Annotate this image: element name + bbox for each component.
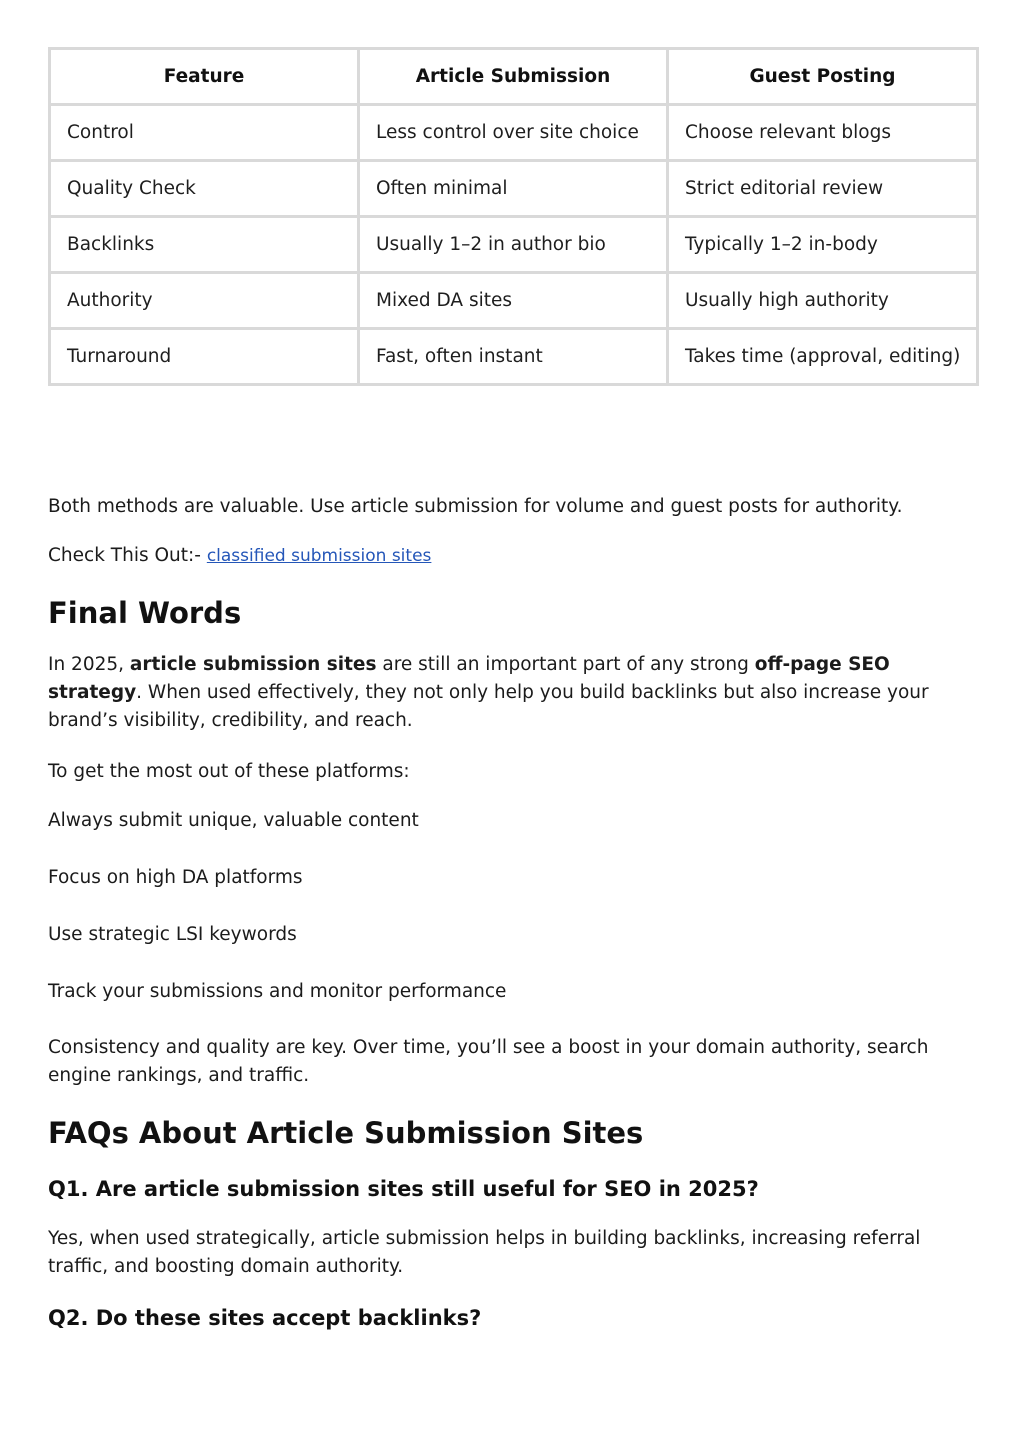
table-cell: Typically 1–2 in-body — [668, 217, 978, 273]
faq-question-2: Q2. Do these sites accept backlinks? — [48, 1306, 482, 1330]
table-cell: Choose relevant blogs — [668, 105, 978, 161]
table-cell: Quality Check — [50, 161, 359, 217]
intro-bold-article-submission-sites: article submission sites — [129, 654, 377, 675]
table-row — [50, 273, 978, 329]
header-guest-posting: Guest Posting — [668, 49, 978, 105]
table-cell: Takes time (approval, editing) — [668, 329, 978, 385]
document-page — [48, 47, 976, 1330]
table-cell: Strict editorial review — [668, 161, 978, 217]
classified-submission-sites-link[interactable]: classified submission sites — [206, 546, 432, 566]
table-cell: Control — [50, 105, 359, 161]
table-row — [50, 105, 978, 161]
list-item: Focus on high DA platforms — [48, 867, 303, 888]
tips-lead: To get the most out of these platforms: — [48, 761, 410, 782]
list-item: Always submit unique, valuable content — [48, 810, 419, 831]
faq-question-1: Q1. Are article submission sites still useful for SEO in 2025? — [48, 1177, 759, 1201]
faq-answer-1: Yes, when used strategically, article submission helps in building backlinks, increasing referral traffic, and boosting domain authority. — [48, 1228, 921, 1277]
intro-text: are still an important part of any strong — [376, 654, 755, 675]
header-article-submission: Article Submission — [359, 49, 668, 105]
list-item: Track your submissions and monitor performance — [48, 981, 507, 1002]
intro-text: In 2025, — [48, 654, 130, 675]
list-item: Use strategic LSI keywords — [48, 924, 297, 945]
table-cell: Often minimal — [359, 161, 668, 217]
table-cell: Turnaround — [50, 329, 359, 385]
intro-bold-off-page-seo: off-page SEO strategy — [48, 654, 890, 703]
summary-paragraph: Both methods are valuable. Use article submission for volume and guest posts for authority. — [48, 496, 903, 517]
table-cell: Backlinks — [50, 217, 359, 273]
table-cell: Fast, often instant — [359, 329, 668, 385]
table-cell: Mixed DA sites — [359, 273, 668, 329]
faqs-heading: FAQs About Article Submission Sites — [48, 1116, 644, 1150]
table-cell: Usually 1–2 in author bio — [359, 217, 668, 273]
table-header-row — [50, 49, 978, 105]
check-out-paragraph — [48, 542, 431, 570]
table-row — [50, 161, 978, 217]
check-out-prefix: Check This Out:- — [48, 545, 207, 566]
table-cell: Authority — [50, 273, 359, 329]
table-cell: Less control over site choice — [359, 105, 668, 161]
final-words-intro — [48, 651, 976, 735]
comparison-table — [48, 47, 979, 386]
header-feature: Feature — [50, 49, 359, 105]
table-row — [50, 329, 978, 385]
table-cell: Usually high authority — [668, 273, 978, 329]
tips-list — [48, 807, 976, 1035]
closing-paragraph: Consistency and quality are key. Over time, you’ll see a boost in your domain authority, search engine rankings, and traffic. — [48, 1037, 929, 1086]
table-row — [50, 217, 978, 273]
final-words-heading: Final Words — [48, 596, 242, 630]
intro-text: . When used effectively, they not only help you build backlinks but also increase your brand’s visibility, credibility, and reach. — [48, 682, 929, 731]
